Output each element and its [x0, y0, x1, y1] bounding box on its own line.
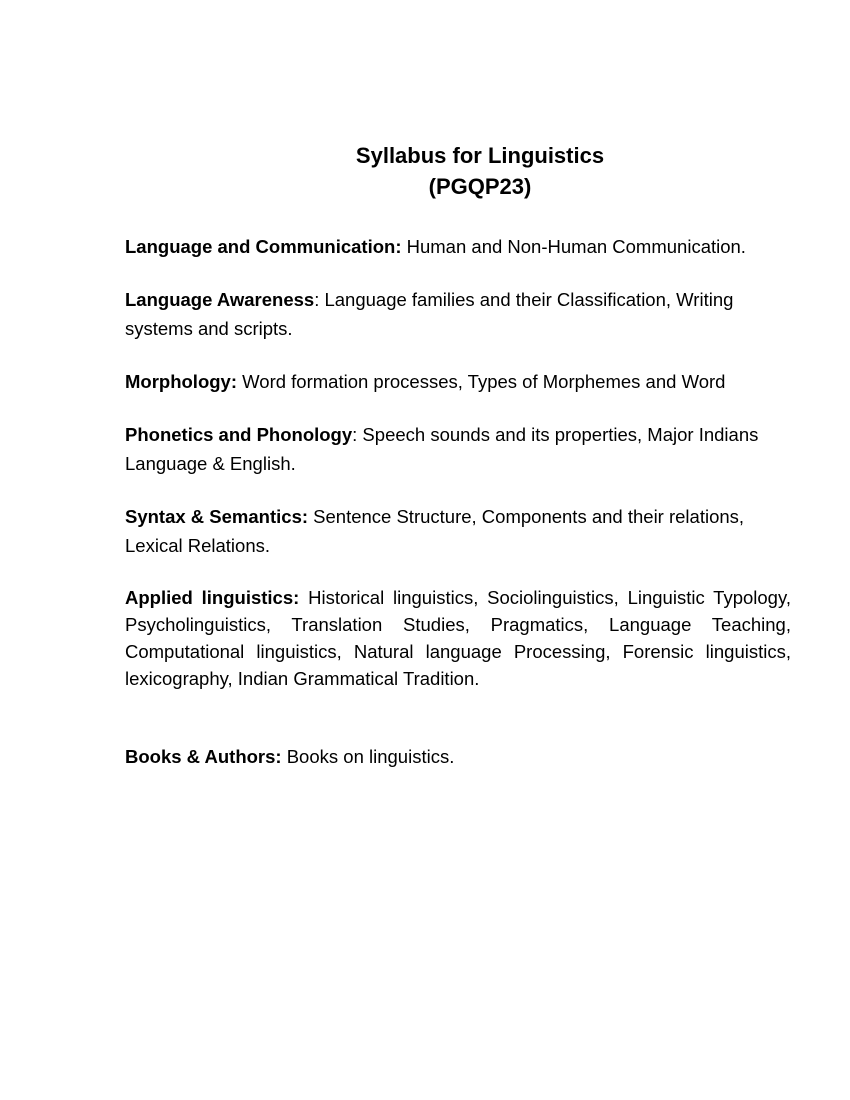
document-page — [125, 140, 805, 795]
section-syntax-semantics — [125, 502, 805, 560]
section-heading: Morphology: — [125, 371, 238, 392]
section-text: Books on linguistics. — [281, 746, 455, 767]
section-language-communication — [125, 232, 805, 261]
section-heading: Phonetics and Phonology — [125, 424, 353, 445]
section-text: : Speech sounds and its properties, Major Indians Language & English. — [125, 424, 759, 474]
section-heading: Syntax & Semantics: — [125, 506, 309, 527]
section-phonetics-phonology — [125, 420, 805, 478]
title-line-1: Syllabus for Linguistics — [355, 143, 605, 168]
section-text: Historical linguistics, Sociolinguistics, Linguistic Typology, Psycholinguistics, Translation Studies, Pragmatics, Language Teaching, Computational linguistics, Natural language Processing, Forensic linguistics, lexicography, Indian Grammatical Tradition. — [125, 587, 791, 689]
section-text: : Language families and their Classification, Writing systems and scripts. — [125, 289, 734, 339]
section-books-authors — [125, 742, 805, 771]
section-text: Word formation processes, Types of Morphemes and Word — [237, 371, 726, 392]
section-applied-linguistics — [125, 584, 791, 692]
title-line-2: (PGQP23) — [428, 174, 532, 199]
section-heading: Language and Communication: — [125, 236, 402, 257]
section-text: Sentence Structure, Components and their relations, Lexical Relations. — [125, 506, 745, 556]
section-language-awareness — [125, 285, 805, 343]
section-morphology — [125, 367, 805, 396]
section-text: Human and Non-Human Communication. — [401, 236, 746, 257]
section-heading: Applied linguistics: — [125, 587, 300, 608]
page-title — [125, 140, 805, 202]
section-heading: Books & Authors: — [125, 746, 282, 767]
section-heading: Language Awareness — [125, 289, 315, 310]
